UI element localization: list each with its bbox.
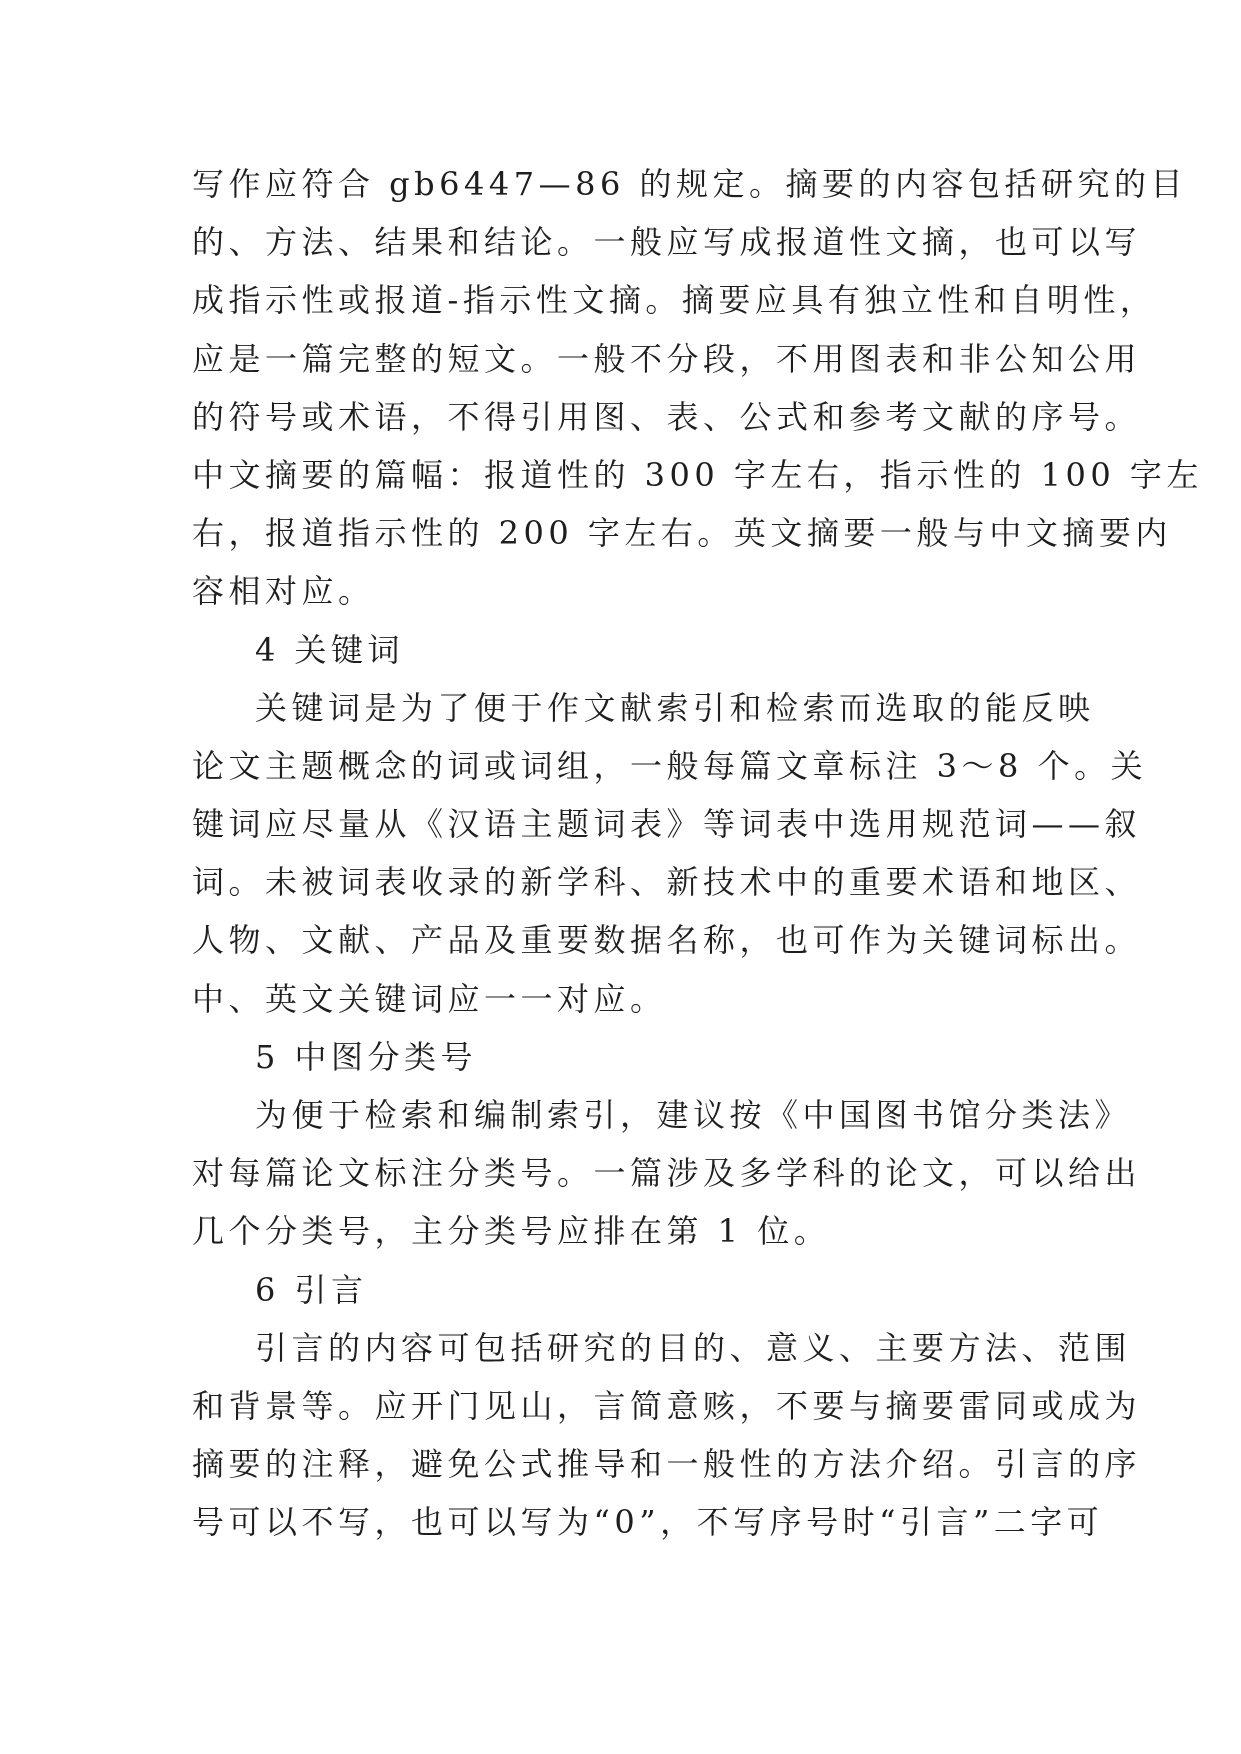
- text-line: 号可以不写，也可以写为“0”，不写序号时“引言”二字可: [192, 1503, 1104, 1542]
- text-line: 词。未被词表收录的新学科、新技术中的重要术语和地区、: [192, 863, 1142, 902]
- paragraph-first-line: 关键词是为了便于作文献索引和检索而选取的能反映: [255, 688, 1095, 727]
- section-heading-keywords: 4 关键词: [255, 630, 405, 669]
- text-line: 中、英文关键词应一一对应。: [192, 979, 667, 1018]
- text-line: 键词应尽量从《汉语主题词表》等词表中选用规范词——叙: [192, 805, 1142, 844]
- text-line: 中文摘要的篇幅：报道性的 300 字左右，指示性的 100 字左: [192, 455, 1203, 494]
- section-heading-classification: 5 中图分类号: [255, 1037, 478, 1076]
- text-line: 摘要的注释，避免公式推导和一般性的方法介绍。引言的序: [192, 1445, 1142, 1484]
- paragraph-first-line: 引言的内容可包括研究的目的、意义、主要方法、范围: [255, 1328, 1132, 1367]
- paragraph-first-line: 为便于检索和编制索引，建议按《中国图书馆分类法》: [255, 1096, 1132, 1134]
- text-line: 容相对应。: [192, 572, 375, 611]
- section-heading-introduction: 6 引言: [255, 1270, 368, 1309]
- text-line: 和背景等。应开门见山，言简意赅，不要与摘要雷同或成为: [192, 1386, 1142, 1425]
- document-body: [192, 155, 1203, 1552]
- text-line: 的、方法、结果和结论。一般应写成报道性文摘，也可以写: [192, 223, 1142, 262]
- text-line: 对每篇论文标注分类号。一篇涉及多学科的论文，可以给出: [192, 1154, 1142, 1193]
- text-line: 的符号或术语，不得引用图、表、公式和参考文献的序号。: [192, 397, 1142, 436]
- text-line: 几个分类号，主分类号应排在第 1 位。: [192, 1212, 831, 1251]
- text-line: 成指示性或报道-指示性文摘。摘要应具有独立性和自明性，: [192, 281, 1157, 320]
- text-line: 人物、文献、产品及重要数据名称，也可作为关键词标出。: [192, 921, 1142, 960]
- text-line: 右，报道指示性的 200 字左右。英文摘要一般与中文摘要内: [192, 514, 1172, 553]
- text-line: 应是一篇完整的短文。一般不分段，不用图表和非公知公用: [192, 339, 1142, 378]
- text-line: 论文主题概念的词或词组，一般每篇文章标注 3～8 个。关: [192, 746, 1148, 785]
- text-line: 写作应符合 gb6447—86 的规定。摘要的内容包括研究的目: [192, 165, 1187, 203]
